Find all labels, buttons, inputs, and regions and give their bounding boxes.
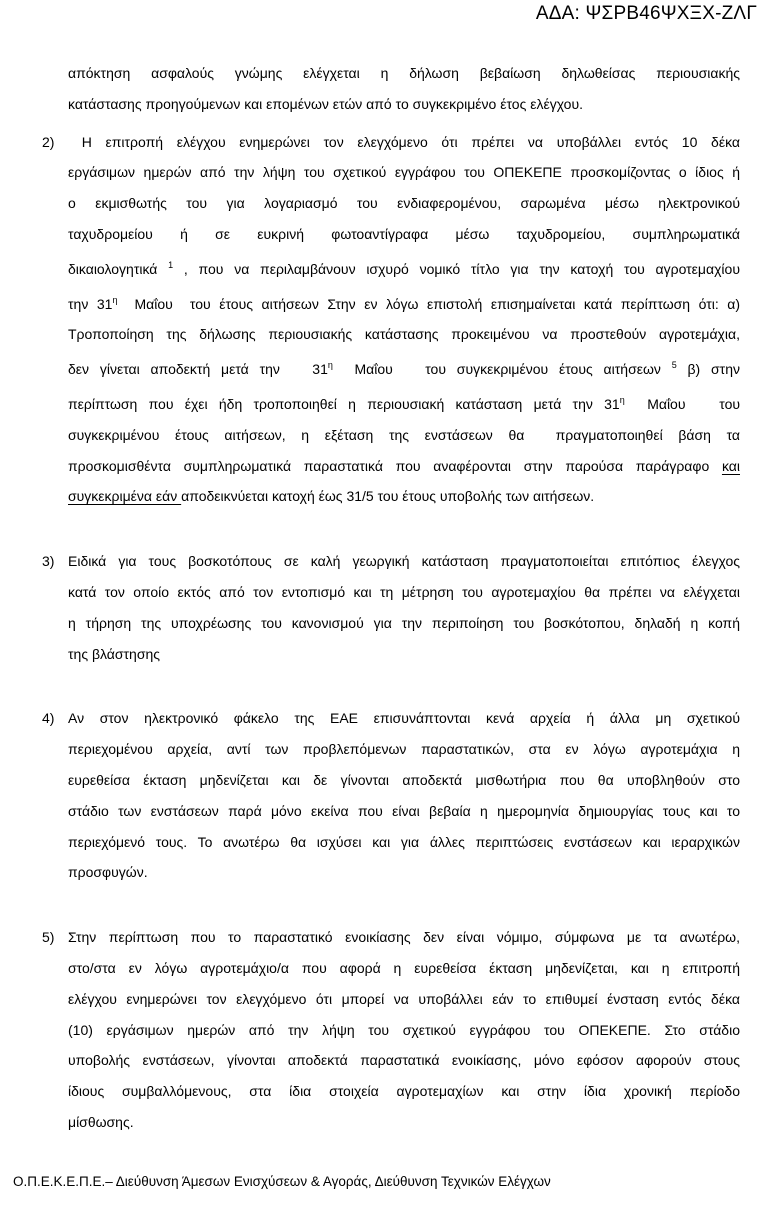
text-line bbox=[68, 703, 740, 734]
text-line bbox=[68, 58, 740, 89]
text-segment: Μαΐου του έτους αιτήσεων Στην εν λόγω επιστολή επισημαίνεται κατά περίπτωση ότι: α) bbox=[117, 295, 741, 312]
ada-code: ΑΔΑ: ΨΣΡΒ46ΨΧΞΧ-ΖΛΓ bbox=[535, 3, 757, 24]
text-segment: η τήρηση της υποχρέωσης του κανονισμού για την περιποίηση του βοσκότοπου, δηλαδή η κοπή bbox=[68, 614, 740, 631]
text-segment: Αν στον ηλεκτρονικό φάκελο της ΕΑΕ επισυνάπτονται κενά αρχεία ή άλλα μη σχετικού bbox=[68, 710, 740, 727]
text-segment: υποβολής ενστάσεων, γίνονται αποδεκτά παραστατικά ενοικίασης, μόνο εφόσον αφορούν στους bbox=[68, 1052, 740, 1069]
text-segment: περιεχομένου αρχεία, αντί των προβλεπόμενων παραστατικών, στα εν λόγω αγροτεμάχια η bbox=[68, 741, 740, 758]
text-segment: ταχυδρομείου ή σε ευκρινή φωτοαντίγραφα μέσω ταχυδρομείου, συμπληρωματικά bbox=[68, 225, 740, 242]
text-line bbox=[68, 1107, 740, 1138]
text-line bbox=[68, 285, 740, 320]
text-line bbox=[68, 350, 740, 385]
text-segment: απόκτηση ασφαλούς γνώμης ελέγχεται η δήλωση βεβαίωση δηλωθείσας περιουσιακής bbox=[68, 65, 740, 81]
text-segment: ίδιους συμβαλλόμενους, στα ίδια στοιχεία αγροτεμαχίων και στην ίδια χρονική περίοδο bbox=[68, 1083, 740, 1100]
paragraph bbox=[42, 546, 740, 669]
text-segment: ο εκμισθωτής του για λογαριασμό του ενδιαφερομένου, σαρωμένα μέσω ηλεκτρονικού bbox=[68, 195, 740, 212]
text-segment: μίσθωσης. bbox=[68, 1113, 134, 1130]
list-number: 4) bbox=[42, 710, 55, 727]
text-segment: συγκεκριμένου έτους αιτήσεων, η εξέταση της ενστάσεων θα πραγματοποιηθεί βάση τα bbox=[68, 426, 740, 443]
list-number: 3) bbox=[42, 553, 55, 570]
text-segment: Ειδικά για τους βοσκοτόπους σε καλή γεωργική κατάσταση πραγματοποιείται επιτόπιος έλεγχος bbox=[68, 553, 740, 570]
text-segment: περιεχόμενό τους. Το ανωτέρω θα ισχύσει και για άλλες περιπτώσεις ενστάσεων και ιεραρχικών bbox=[68, 833, 740, 850]
text-segment: προσφυγών. bbox=[68, 864, 148, 881]
text-segment: (10) εργάσιμων ημερών από την λήψη του σχετικού εγγράφου του ΟΠΕΚΕΠΕ. Στο στάδιο bbox=[68, 1021, 740, 1038]
text-segment: δικαιολογητικά bbox=[68, 260, 169, 277]
text-line bbox=[68, 1045, 740, 1076]
text-line bbox=[68, 188, 740, 219]
text-line bbox=[68, 319, 740, 350]
text-segment: β) στην bbox=[676, 361, 740, 378]
text-line bbox=[68, 385, 740, 420]
text-line bbox=[68, 250, 740, 285]
text-segment: δεν γίνεται αποδεκτή μετά την 31 bbox=[68, 361, 328, 378]
list-number: 2) bbox=[42, 133, 55, 150]
text-line bbox=[68, 157, 740, 188]
text-line bbox=[68, 857, 740, 888]
text-segment: Η επιτροπή ελέγχου ενημερώνει τον ελεγχόμενο ότι πρέπει να υποβάλλει εντός 10 δέκα bbox=[68, 133, 740, 150]
paragraph bbox=[42, 58, 740, 120]
superscript-text: 5 bbox=[671, 360, 677, 371]
text-line bbox=[68, 639, 740, 670]
text-segment: την 31 bbox=[68, 295, 113, 312]
text-segment: , που να περιλαμβάνουν ισχυρό νομικό τίτλο για την κατοχή του αγροτεμαχίου bbox=[173, 260, 740, 277]
text-segment: στο/στα εν λόγω αγροτεμάχιο/α που αφορά η ευρεθείσα έκταση μηδενίζεται, και η επιτροπή bbox=[68, 959, 740, 976]
text-segment: προσκομισθέντα συμπληρωματικά παραστατικά που αναφέρονται στην παρούσα παράγραφο bbox=[68, 457, 722, 474]
text-line bbox=[68, 420, 740, 451]
text-line bbox=[68, 734, 740, 765]
superscript-text: η bbox=[619, 394, 625, 405]
text-segment: περίπτωση που έχει ήδη τροποποιηθεί η περιουσιακή κατάσταση μετά την 31 bbox=[68, 395, 620, 412]
text-segment: Μαΐου του bbox=[624, 395, 741, 412]
text-segment: ευρεθείσα έκταση μηδενίζεται και δε γίνονται αποδεκτά μισθωτήρια που θα υποβληθούν στο bbox=[68, 771, 740, 788]
text-line bbox=[68, 577, 740, 608]
text-line bbox=[68, 827, 740, 858]
text-line bbox=[68, 1076, 740, 1107]
text-line bbox=[68, 922, 740, 953]
underlined-text: συγκεκριμένα εάν bbox=[68, 488, 182, 505]
text-segment: εργάσιμων ημερών από την λήψη του σχετικού εγγράφου του ΟΠΕΚΕΠΕ προσκομίζοντας ο ίδιος ή bbox=[68, 164, 740, 181]
text-line bbox=[68, 89, 740, 120]
text-line bbox=[68, 1015, 740, 1046]
text-segment: αποδεικνύεται κατοχή έως 31/5 του έτους υποβολής των αιτήσεων. bbox=[181, 488, 595, 505]
paragraph bbox=[42, 127, 740, 513]
underlined-text: και bbox=[721, 457, 740, 474]
text-line bbox=[68, 765, 740, 796]
paragraph bbox=[42, 703, 740, 888]
footer-text: Ο.Π.Ε.Κ.Ε.Π.Ε.– Διεύθυνση Άμεσων Ενισχύσεων & Αγοράς, Διεύθυνση Τεχνικών Ελέγχων bbox=[13, 1174, 551, 1189]
superscript-text: 1 bbox=[168, 259, 174, 270]
document-body bbox=[42, 58, 740, 1138]
superscript-text: η bbox=[112, 294, 118, 305]
text-segment: στάδιο των ενστάσεων παρά μόνο εκείνα που είναι βεβαία η ημερομηνία δημιουργίας τους και το bbox=[68, 802, 740, 819]
paragraph bbox=[42, 922, 740, 1138]
text-segment: Τροποποίηση της δήλωσης περιουσιακής κατάστασης προκειμένου να προστεθούν αγροτεμάχια, bbox=[68, 326, 740, 343]
text-segment: Στην περίπτωση που το παραστατικό ενοικίασης δεν είναι νόμιμο, σύμφωνα με τα ανωτέρω, bbox=[68, 929, 740, 946]
text-line bbox=[68, 481, 740, 512]
text-line bbox=[68, 984, 740, 1015]
superscript-text: η bbox=[327, 360, 333, 371]
text-line bbox=[68, 953, 740, 984]
list-number: 5) bbox=[42, 929, 55, 946]
text-line bbox=[68, 219, 740, 250]
text-segment: ελέγχου ενημερώνει τον ελεγχόμενο ότι μπορεί να υποβάλλει εάν το επιθυμεί ένσταση εντός δέκα bbox=[68, 990, 740, 1007]
text-line bbox=[68, 796, 740, 827]
text-segment: κατάστασης προηγούμενων και επομένων ετών από το συγκεκριμένο έτος ελέγχου. bbox=[68, 95, 583, 112]
text-segment: κατά τον οποίο εκτός από τον εντοπισμό και τη μέτρηση του αγροτεμαχίου θα πρέπει να ελέγχεται bbox=[68, 583, 740, 600]
text-segment: Μαΐου του συγκεκριμένου έτους αιτήσεων bbox=[332, 361, 672, 378]
text-line bbox=[68, 127, 740, 158]
text-line bbox=[68, 451, 740, 482]
text-segment: της βλάστησης bbox=[68, 645, 161, 662]
text-line bbox=[68, 546, 740, 577]
text-line bbox=[68, 608, 740, 639]
